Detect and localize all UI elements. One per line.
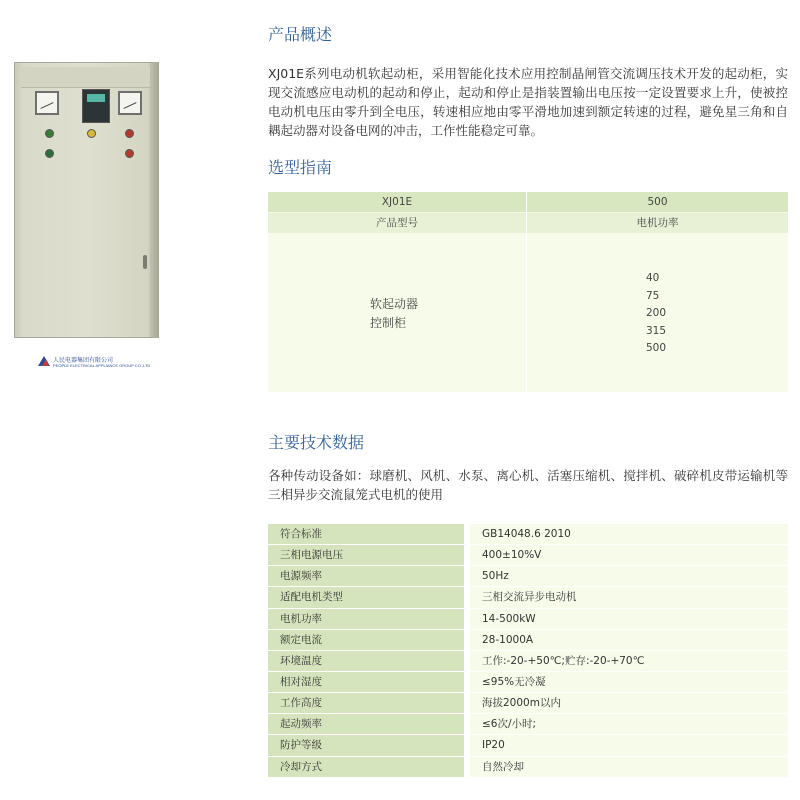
door-handle	[143, 255, 147, 269]
indicator-lamp-icon	[125, 129, 134, 138]
spec-value: 三相交流异步电动机	[470, 587, 788, 608]
spec-key: 三相电源电压	[268, 545, 464, 566]
power-list	[646, 270, 666, 358]
spec-key: 起动频率	[268, 714, 464, 735]
col-power-label: 电机功率	[636, 217, 679, 229]
col-model-label: 产品型号	[376, 217, 418, 229]
table-row	[268, 651, 788, 672]
table-row	[268, 545, 788, 566]
spec-value: 工作:-20-+50℃;贮存:-20-+70℃	[470, 651, 788, 672]
product-name-line1: 软起动器	[370, 297, 419, 311]
spec-key: 电源频率	[268, 566, 464, 587]
spec-key: 额定电流	[268, 630, 464, 651]
power-value: 40	[646, 272, 660, 284]
tech-intro: 各种传动设备如：球磨机、风机、水泵、离心机、活塞压缩机、搅拌机、破碎机皮带运输机等三相异步交流鼠笼式电机的使用	[268, 468, 788, 502]
button-green-icon	[45, 149, 54, 158]
spec-value: IP20	[470, 735, 788, 756]
table-row	[268, 630, 788, 651]
selection-title: 选型指南	[268, 158, 333, 177]
table-row	[268, 609, 788, 630]
spec-key: 适配电机类型	[268, 587, 464, 608]
model-code-cell: XJ01E	[381, 196, 413, 208]
ammeter-icon	[118, 91, 142, 115]
indicator-lamp-icon	[45, 129, 54, 138]
table-row	[268, 735, 788, 756]
overview-text: XJ01E系列电动机软起动柜，采用智能化技术应用控制晶闸管交流调压技术开发的起动柜，实现交流感应电动机的起动和停止，起动和停止是指装置输出电压按一定设置要求上升，使被控电动机电压由零升到全电压，转速相应地由零平滑地加速到额定转速的过程，避免星三角和自耦起动器对设备电网的冲击，工作性能稳定可靠。	[268, 66, 788, 138]
product-name	[370, 295, 418, 333]
table-row	[268, 566, 788, 587]
spec-value: 14-500kW	[470, 609, 788, 630]
table-row	[268, 693, 788, 714]
selection-header-row	[268, 192, 788, 212]
power-value: 500	[646, 342, 667, 354]
table-row	[268, 524, 788, 545]
spec-key: 工作高度	[268, 693, 464, 714]
column-divider	[526, 192, 527, 392]
power-value: 315	[646, 324, 667, 337]
spec-value: 28-1000A	[470, 630, 788, 651]
power-value: 200	[646, 307, 667, 319]
spec-key: 冷却方式	[268, 757, 464, 778]
spec-value: ≤6次/小时;	[470, 714, 788, 735]
selection-table	[268, 192, 788, 392]
spec-key: 符合标准	[268, 524, 464, 545]
cabinet-side	[150, 63, 158, 337]
product-image-cabinet	[14, 62, 159, 368]
brand-logo-icon	[37, 355, 51, 367]
power-value: 75	[646, 289, 660, 302]
table-row	[268, 587, 788, 608]
voltmeter-icon	[35, 91, 59, 115]
table-row	[268, 757, 788, 778]
tech-title: 主要技术数据	[268, 433, 365, 452]
digital-display-icon	[82, 89, 110, 123]
spec-key: 电机功率	[268, 609, 464, 630]
spec-value: 自然冷却	[470, 757, 788, 778]
brand-logo-text: 人民电器集团有限公司	[53, 358, 114, 364]
table-row	[268, 672, 788, 693]
spec-value: 400±10%V	[470, 545, 788, 566]
overview-title: 产品概述	[268, 25, 333, 44]
indicator-lamp-icon	[87, 129, 96, 138]
power-code-cell: 500	[647, 196, 668, 208]
cabinet-top-panel	[21, 67, 152, 88]
table-row	[268, 714, 788, 735]
spec-value: 海拔2000m以内	[470, 693, 788, 714]
button-red-icon	[125, 149, 134, 158]
brand-logo-subtext: PEOPLE ELECTRICAL APPLIANCE GROUP CO.,LTD	[53, 363, 151, 368]
tech-data-table	[268, 524, 788, 778]
product-name-line2: 控制柜	[370, 316, 407, 330]
spec-value: GB14048.6 2010	[470, 524, 788, 545]
selection-subheader-row	[268, 213, 788, 233]
spec-key: 防护等级	[268, 735, 464, 756]
spec-value: 50Hz	[470, 566, 788, 587]
spec-key: 环境温度	[268, 651, 464, 672]
spec-value: ≤95%无冷凝	[470, 672, 788, 693]
spec-key: 相对湿度	[268, 672, 464, 693]
